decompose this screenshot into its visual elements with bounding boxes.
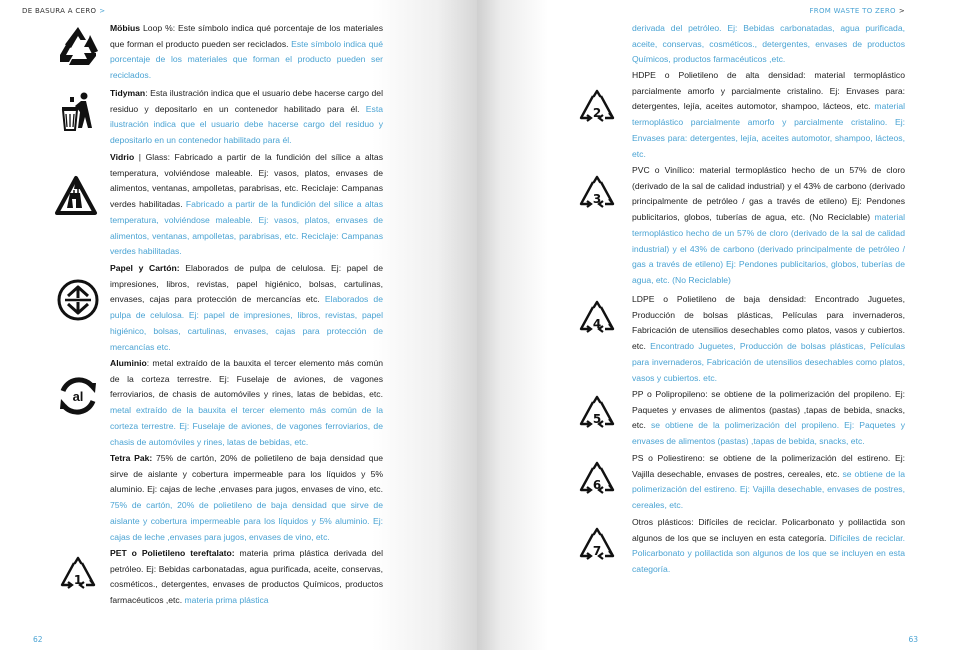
aluminium-recycle-icon <box>56 374 100 418</box>
recycle-mobius-icon <box>56 24 100 68</box>
plastic-2-icon: 2 <box>575 87 619 131</box>
running-header-left: DE BASURA A CERO > <box>22 7 106 15</box>
running-header-right: FROM WASTE TO ZERO > <box>809 7 905 15</box>
paper-recycle-icon <box>56 278 100 322</box>
plastic-5-icon: 5 <box>575 393 619 437</box>
plastic-3-icon: 3 <box>575 173 619 217</box>
right-page <box>477 0 953 650</box>
plastic-4-icon: 4 <box>575 298 619 342</box>
tidyman-icon <box>56 90 100 134</box>
svg-text:al: al <box>72 389 84 404</box>
entry-pet: PET o Polietileno tereftalato: materia prima plástica derivada del petróleo. Ej: Bebidas carbonatadas, agua purificada, aceite, conservas, cosméticos., detergentes, envases de productos Químicos, productos farmacéuticos ,etc. materia prima plástica <box>110 548 383 606</box>
entry-tetrapak: Tetra Pak: 75% de cartón, 20% de polietileno de baja densidad que sirve de aislante y cobertura impermeable para los líquidos y 5% aluminio. Ej: cajas de leche ,envases para jugos, envases de vino, etc. 75% de cartón, 20% de polietileno de baja densidad que sirve de aislante y cobertura impermeable para los líquidos y 5% aluminio. Ej: cajas de leche ,envases para jugos, envases de vino, etc. <box>110 453 383 542</box>
page-number-left: 62 <box>33 635 43 644</box>
entry-hdpe: HDPE o Polietileno de alta densidad: material termoplástico parcialmente amorfo y parcialmente cristalino. Ej: Envases para: detergentes, lejía, aceites automotor, shampoo, lácteos, etc. material termoplástico parcialmente amorfo y parcialmente cristalino. Ej: Envases para: detergentes, lejía, aceites automotor, shampoo, lácteos, etc. <box>632 70 906 159</box>
entry-tidyman: Tidyman: Esta ilustración indica que el usuario debe hacerse cargo del residuo y depositarlo en un contenedor habilitado para él. Esta ilustración indica que el usuario debe hacerse cargo del residuo y depositarlo en un contenedor habilitado para él. <box>110 88 383 146</box>
plastic-6-icon: 6 <box>575 459 619 503</box>
entry-papel: Papel y Cartón: Elaborados de pulpa de celulosa. Ej: papel de impresiones, libros, revistas, papel higiénico, bolsas, cartulinas, envases, cajas para protección de mercancías etc. Elaborados de pulpa de celulosa. Ej: papel de impresiones, libros, revistas, papel higiénico, bolsas, cartulinas, envases, cajas para protección de mercancías etc. <box>110 263 383 352</box>
plastic-7-icon: 7 <box>575 525 619 569</box>
page-number-right: 63 <box>908 635 918 644</box>
entry-vidrio: Vidrio | Glass: Fabricado a partir de la fundición del sílice a altas temperatura, volviéndose maleable. Ej: vasos, platos, envases de alimentos, ventanas, ampolletas, parabrisas, etc. Reciclaje: Campanas verdes habilitadas. Fabricado a partir de la fundición del sílice a altas temperatura, volviéndose maleable. Ej: vasos, platos, envases de alimentos, ventanas, ampolletas, parabrisas, etc. Reciclaje: Campanas verdes habilitadas. <box>110 152 383 257</box>
entry-mobius: Möbius Loop %: Este símbolo indica qué porcentaje de los materiales que forman el producto pueden ser reciclados. Este símbolo indica qué porcentaje de los materiales que forman el producto pueden ser reciclados. <box>110 23 383 81</box>
entry-ps: PS o Poliestireno: se obtiene de la polimerización del estireno. Ej: Vajilla desechable, envases de postres, cereales, etc. se obtiene de la polimerización del estireno. Ej: Vajilla desechable, envases de postres, cereales, etc. <box>632 453 905 511</box>
entry-pp: PP o Polipropileno: se obtiene de la polimerización del propileno. Ej: Paquetes y envases de alimentos (pastas) ,tapas de bebida, snacks, etc. se obtiene de la polimerización del propileno. Ej: Paquetes y envases de alimentos (pastas) ,tapas de bebida, snacks, etc. <box>632 389 905 447</box>
entry-pvc: PVC o Vinílico: material termoplástico hecho de un 57% de cloro (derivado de la sal de calidad industrial) y el 43% de carbono (derivado principalmente de petróleo / gas a través de etileno) Ej: Pendones publicitarios, globos, tuberías de agua, etc. (No Reciclable) material termoplástico hecho de un 57% de cloro (derivado de la sal de calidad industrial) y el 43% de carbono (derivado principalmente de petróleo / gas a través de etileno) Ej: Pendones publicitarios, globos, tuberías de agua, etc. (No Reciclable) <box>632 165 906 285</box>
continued-text: derivada del petróleo. Ej: Bebidas carbonatadas, agua purificada, aceite, conservas, cosméticos., detergentes, envases de productos Químicos, productos farmacéuticos ,etc. <box>632 23 905 65</box>
entry-aluminio: Aluminio: metal extraído de la bauxita el tercer elemento más común de la corteza terrestre. Ej: Fuselaje de aviones, de vagones ferroviarios, de chasis de automóviles y rines, latas de bebidas, etc. metal extraído de la bauxita el tercer elemento más común de la corteza terrestre. Ej: Fuselaje de aviones, de vagones ferroviarios, de chasis de automóviles y rines, latas de bebidas, etc. <box>110 358 383 447</box>
glass-recycle-icon <box>54 175 98 219</box>
plastic-1-icon: 1 <box>56 554 100 598</box>
entry-otros: Otros plásticos: Difíciles de reciclar. Policarbonato y polilactida son algunos de los que se incluyen en esta categoría. Difíciles de reciclar. Policarbonato y polilactida son algunos de los que se incluyen en esta categoría. <box>632 517 905 575</box>
entry-ldpe: LDPE o Polietileno de baja densidad: Encontrado Juguetes, Producción de bolsas plásticas, Películas para invernaderos, Fabricación de utensilios desechables como platos, vasos y cubiertos. etc. Encontrado Juguetes, Producción de bolsas plásticas, Películas para invernaderos, Fabricación de utensilios desechables como platos, vasos y cubiertos. etc. <box>632 294 905 383</box>
